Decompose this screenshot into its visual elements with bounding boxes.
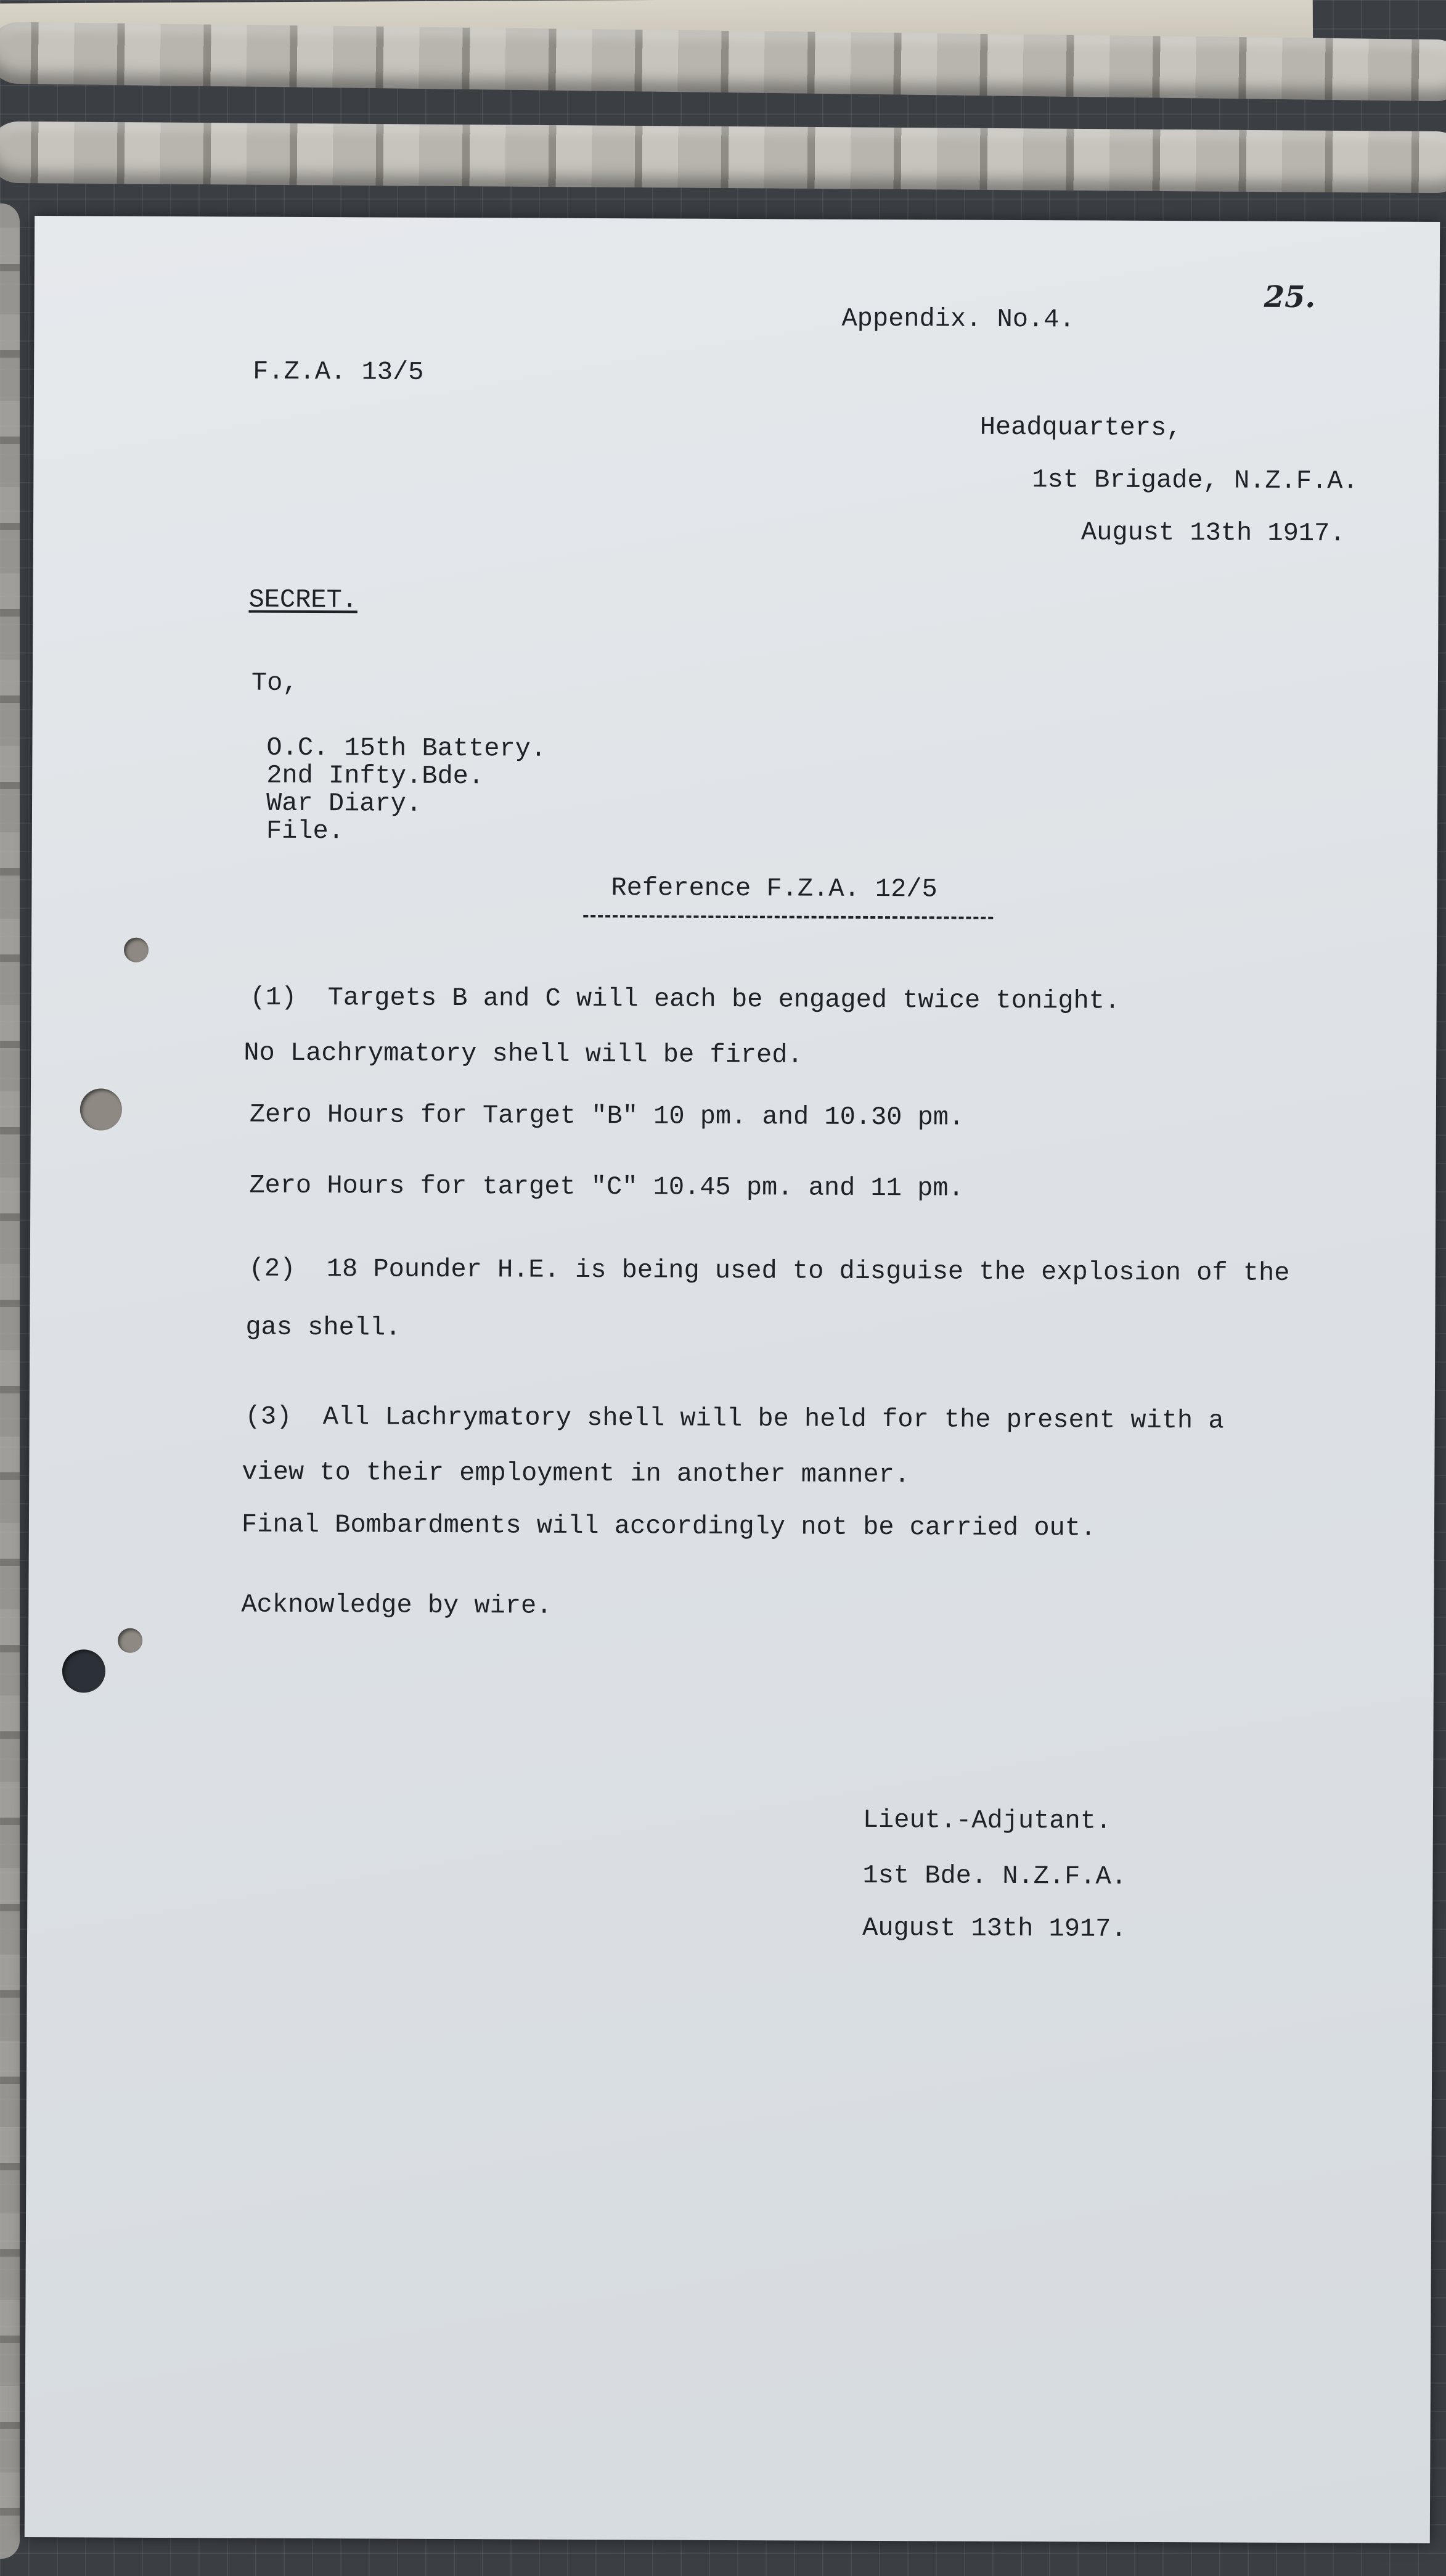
body-line: gas shell.	[245, 1312, 401, 1343]
body-line: (1) Targets B and C will each be engaged twice tonight.	[250, 982, 1121, 1016]
recipient-item: 2nd Infty.Bde.	[266, 760, 484, 792]
punch-hole-small-lower	[118, 1628, 142, 1653]
body-line: Zero Hours for Target "B" 10 pm. and 10.30 pm.	[249, 1099, 965, 1133]
header-date: August 13th 1917.	[1080, 517, 1346, 549]
binding-cord-second	[0, 121, 1446, 194]
appendix-label: Appendix. No.4.	[841, 303, 1075, 335]
body-line: Acknowledge by wire.	[241, 1589, 552, 1621]
body-line: No Lachrymatory shell will be fired.	[243, 1038, 803, 1070]
header-headquarters: Headquarters,	[979, 412, 1182, 443]
recipient-item: File.	[266, 816, 345, 847]
punch-hole-large	[80, 1088, 122, 1130]
reference-code: F.Z.A. 13/5	[253, 356, 424, 387]
classification-secret: SECRET.	[248, 585, 358, 615]
binding-cord-side	[0, 203, 20, 2559]
punch-hole-dark	[62, 1649, 105, 1692]
body-line: Final Bombardments will accordingly not be carried out.	[241, 1509, 1097, 1543]
punch-hole-small	[124, 938, 149, 962]
header-brigade: 1st Brigade, N.Z.F.A.	[1032, 465, 1358, 496]
signature-title: Lieut.-Adjutant.	[862, 1805, 1112, 1836]
body-line: (3) All Lachrymatory shell will be held for the present with a	[245, 1401, 1224, 1436]
reference-underline	[583, 915, 993, 919]
body-line: Zero Hours for target "C" 10.45 pm. and 11 pm.	[249, 1170, 964, 1204]
signature-date: August 13th 1917.	[862, 1913, 1127, 1944]
document-page	[25, 216, 1440, 2543]
recipient-item: O.C. 15th Battery.	[266, 732, 547, 764]
body-line: view to their employment in another manner.	[242, 1457, 910, 1490]
page-number: 25.	[1264, 279, 1316, 315]
to-label: To,	[251, 668, 298, 698]
recipient-item: War Diary.	[266, 788, 422, 819]
body-line: (2) 18 Pounder H.E. is being used to disguise the explosion of the	[248, 1253, 1290, 1288]
reference-line: Reference F.Z.A. 12/5	[611, 873, 937, 904]
signature-unit: 1st Bde. N.Z.F.A.	[862, 1860, 1127, 1892]
